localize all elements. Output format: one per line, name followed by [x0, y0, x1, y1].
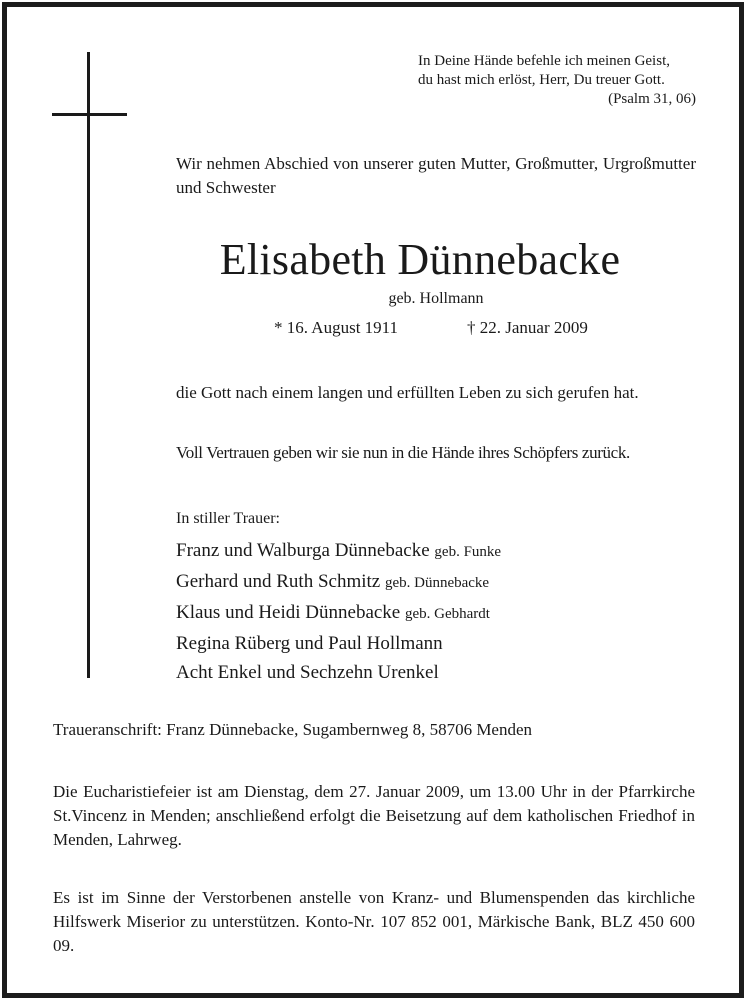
mourner-name: Gerhard und Ruth Schmitz [176, 571, 381, 592]
mourner-entry [176, 536, 501, 567]
mourners-heading: In stiller Trauer: [176, 510, 280, 527]
mourner-suffix: geb. Gebhardt [405, 606, 490, 622]
deceased-name: Elisabeth Dünnebacke [219, 235, 621, 284]
body-line-1: die Gott nach einem langen und erfüllten Leben zu sich gerufen hat. [176, 383, 639, 402]
mourner-name: Regina Rüberg und Paul Hollmann [176, 633, 443, 654]
body-line-2: Voll Vertrauen geben wir sie nun in die Hände ihres Schöpfers zurück. [176, 443, 630, 462]
birth-date: * 16. August 1911 [274, 318, 399, 337]
mourner-name: Klaus und Heidi Dünnebacke [176, 602, 401, 623]
mourner-name: Acht Enkel und Sechzehn Urenkel [176, 662, 439, 683]
service-info: Die Eucharistiefeier ist am Dienstag, dem 27. Januar 2009, um 13.00 Uhr in der Pfarrkirche St.Vincenz in Menden; anschließend erfolgt die Beisetzung auf dem katholischen Friedhof in Menden, Lahrweg. [53, 782, 695, 849]
psalm-line-2: du hast mich erlöst, Herr, Du treuer Gott. [418, 72, 665, 88]
death-date: † 22. Januar 2009 [467, 318, 588, 337]
mourner-suffix: geb. Dünnebacke [384, 575, 490, 591]
mourners-list [176, 536, 501, 687]
psalm-quote [418, 52, 696, 109]
cross-horizontal-bar [52, 113, 127, 116]
mourner-entry [176, 658, 501, 687]
mourner-entry [176, 598, 501, 629]
mourner-entry [176, 567, 501, 598]
mourner-name: Franz und Walburga Dünnebacke [176, 540, 430, 561]
mourner-suffix: geb. Funke [434, 544, 502, 560]
psalm-reference: (Psalm 31, 06) [608, 91, 696, 107]
donation-info: Es ist im Sinne der Verstorbenen anstelle von Kranz- und Blumenspenden das kirchliche Hilfswerk Miserior zu unterstützen. Konto-Nr. 107 852 001, Märkische Bank, BLZ 450 600 09. [53, 888, 695, 955]
cross-vertical-bar [87, 52, 90, 678]
intro-text: Wir nehmen Abschied von unserer guten Mutter, Großmutter, Urgroßmutter und Schwester [176, 154, 696, 197]
mourner-entry [176, 629, 501, 658]
maiden-name: geb. Hollmann [388, 290, 484, 307]
mourning-address: Traueranschrift: Franz Dünnebacke, Sugambernweg 8, 58706 Menden [53, 720, 533, 739]
psalm-line-1: In Deine Hände befehle ich meinen Geist, [418, 53, 670, 69]
